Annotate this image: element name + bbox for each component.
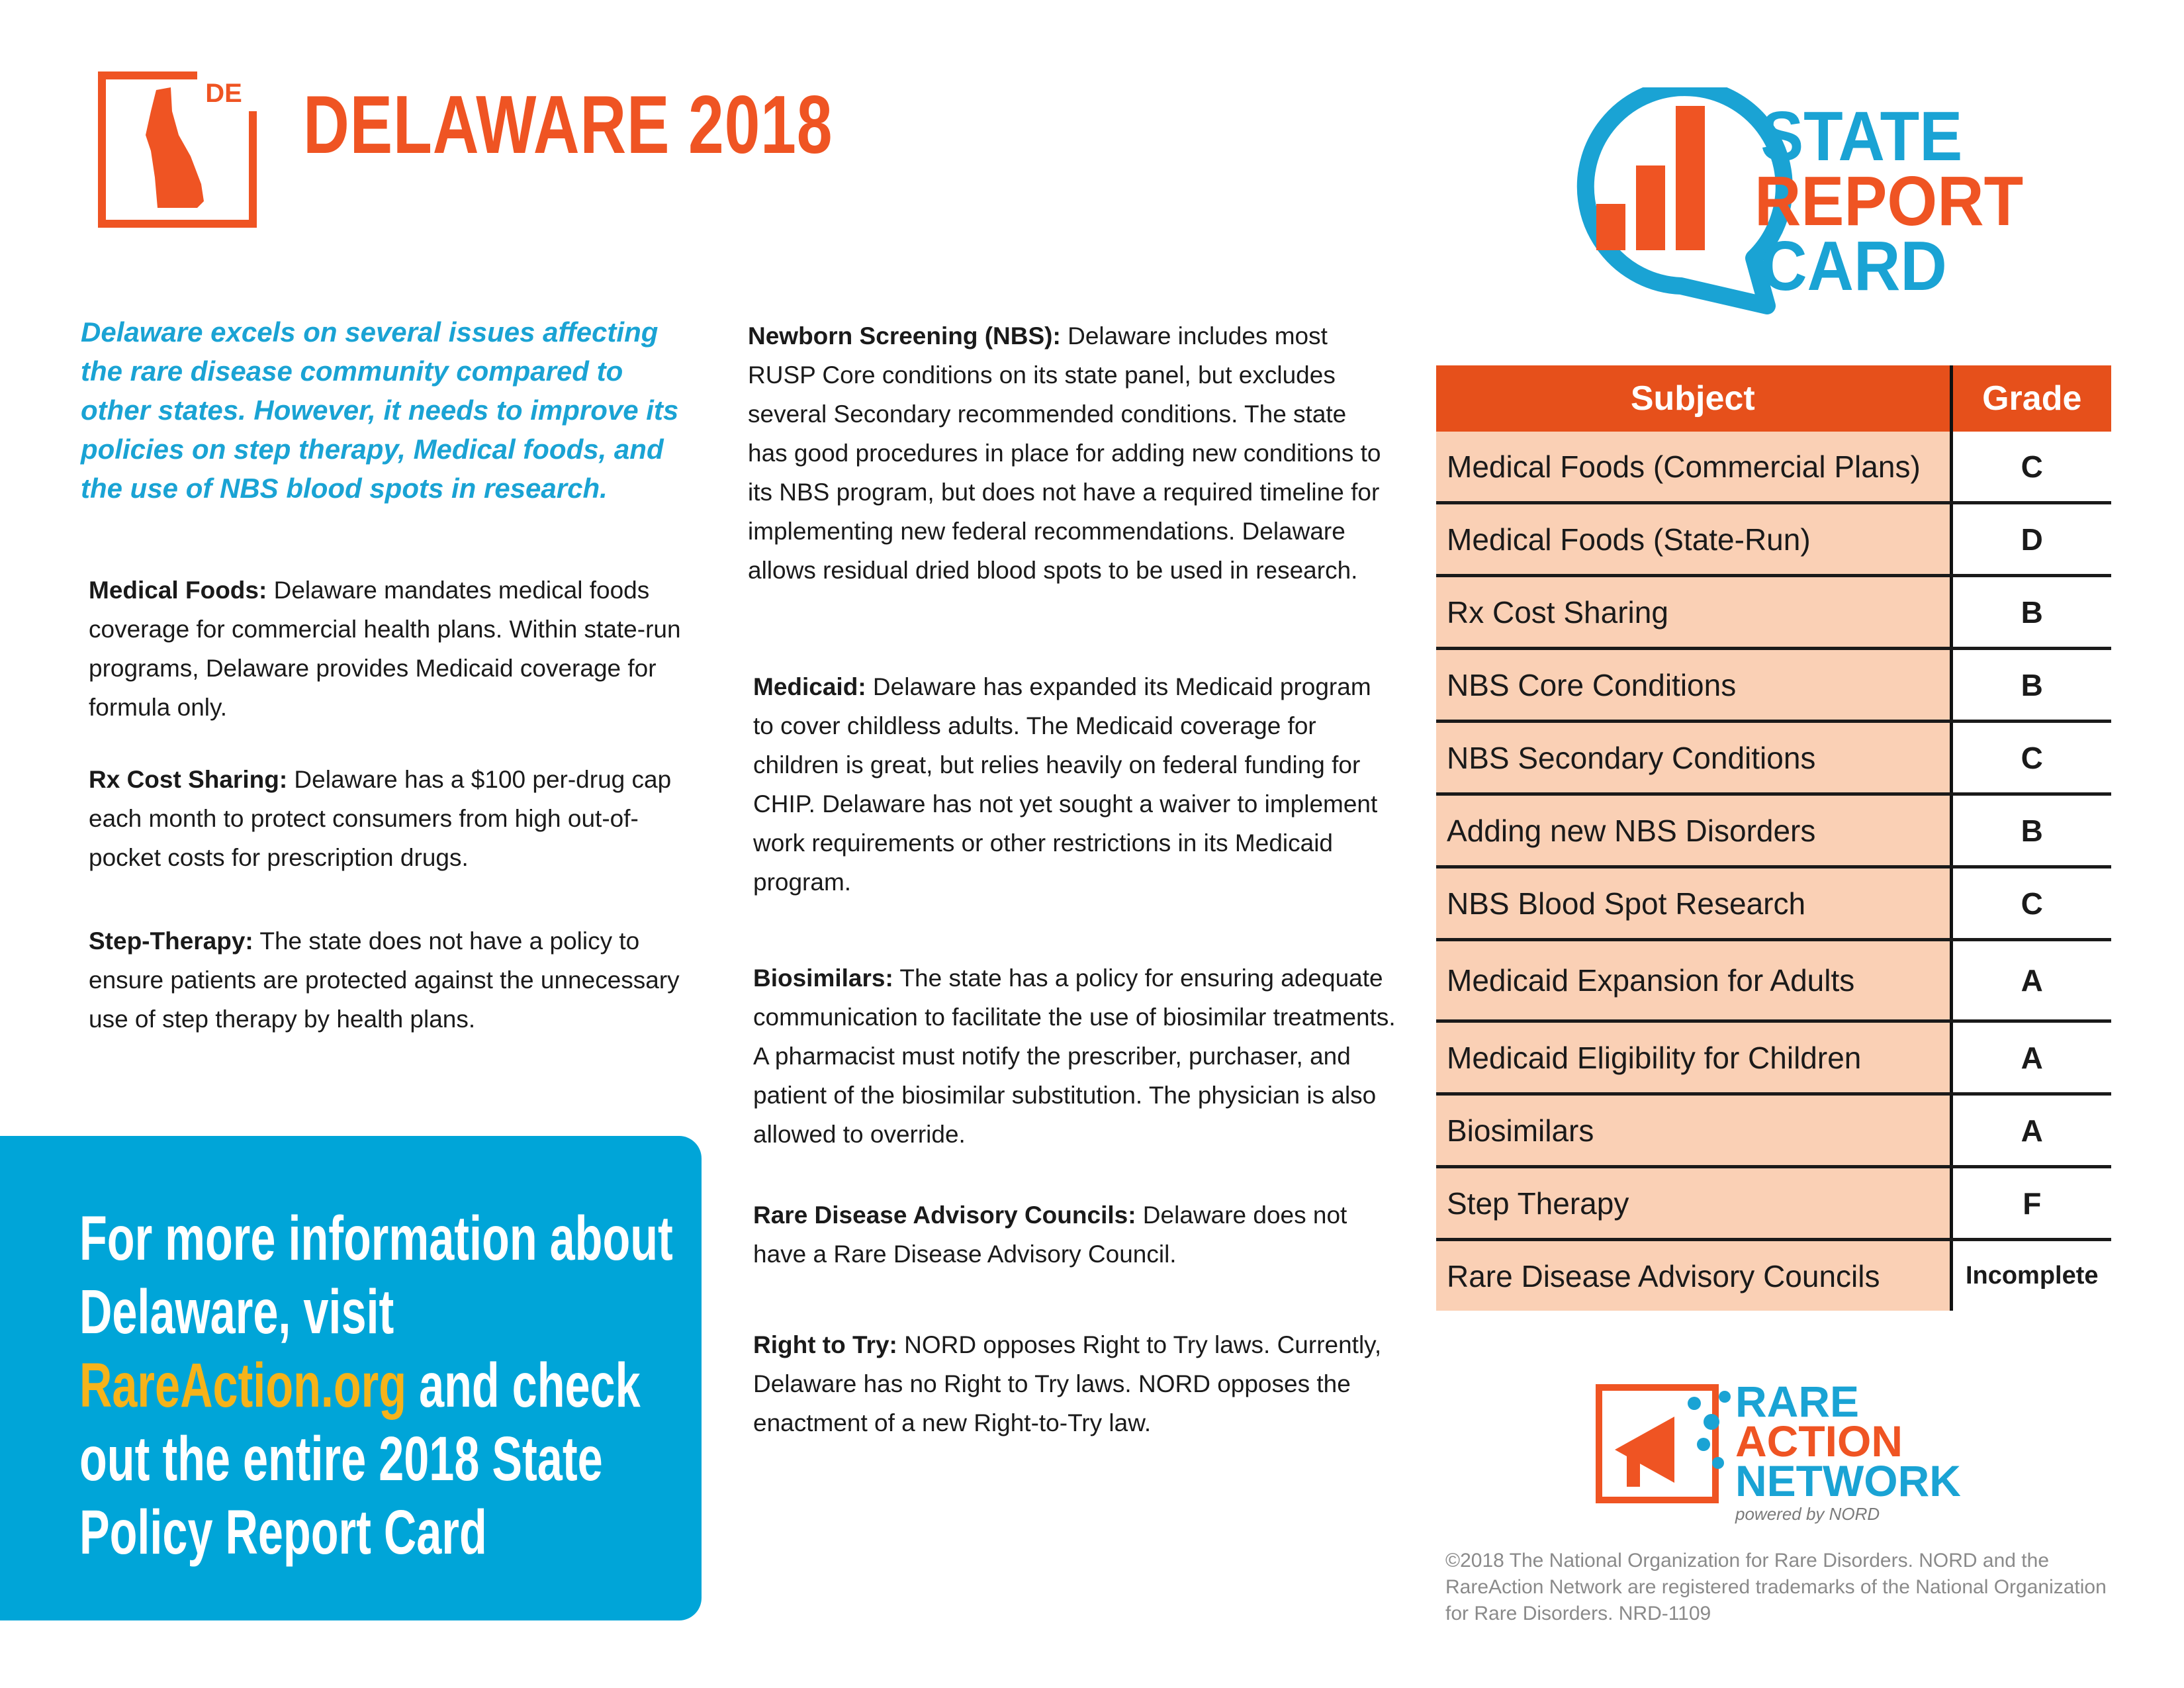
subject-cell: NBS Secondary Conditions <box>1436 722 1951 794</box>
grade-cell: D <box>1951 503 2111 576</box>
section-heading: Biosimilars: <box>753 964 893 992</box>
table-row <box>1436 649 2111 722</box>
table-row <box>1436 1094 2111 1167</box>
grade-cell: C <box>1951 432 2111 503</box>
grade-table <box>1436 365 2111 1311</box>
subject-cell: Biosimilars <box>1436 1094 1951 1167</box>
section-medicaid <box>753 667 1388 902</box>
section-heading: Right to Try: <box>753 1331 897 1358</box>
state-report-card-logo <box>1549 87 2065 326</box>
grade-cell: C <box>1951 722 2111 794</box>
section-heading: Medical Foods: <box>89 577 267 604</box>
ran-logo-line-rare: RARE <box>1735 1377 1860 1426</box>
section-heading: Medicaid: <box>753 673 866 700</box>
grade-cell: B <box>1951 794 2111 867</box>
promo-text <box>79 1202 699 1570</box>
table-header-row <box>1436 365 2111 432</box>
ran-logo-line-network: NETWORK <box>1735 1456 1961 1505</box>
section-body: Delaware has a $100 per-drug cap each month to protect consumers from high out-of-pocket costs for prescription drugs. <box>89 766 672 871</box>
subject-cell: Step Therapy <box>1436 1167 1951 1240</box>
ran-logo-tagline: powered by NORD <box>1735 1504 1880 1524</box>
section-body: The state has a policy for ensuring adequate communication to facilitate the use of biosimilar treatments. A pharmacist must notify the prescriber, purchaser, and patient of the biosimilar substitution. The physician is also allowed to override. <box>753 964 1396 1148</box>
logo-line-state: STATE <box>1760 97 1963 175</box>
section-newborn-screening <box>748 316 1390 590</box>
section-heading: Newborn Screening (NBS): <box>748 322 1061 350</box>
grade-cell: Incomplete <box>1951 1240 2111 1311</box>
table-row <box>1436 503 2111 576</box>
logo-line-report: REPORT <box>1754 162 2024 240</box>
state-abbr: DE <box>205 79 242 108</box>
table-row <box>1436 1240 2111 1311</box>
section-medical-foods <box>89 571 684 727</box>
column-header-subject: Subject <box>1436 365 1951 432</box>
logo-line-card: CARD <box>1760 226 1947 305</box>
subject-cell: Medical Foods (State-Run) <box>1436 503 1951 576</box>
table-row <box>1436 940 2111 1021</box>
table-row <box>1436 1021 2111 1094</box>
section-step-therapy <box>89 921 704 1039</box>
grade-cell: A <box>1951 1094 2111 1167</box>
section-body: The state does not have a policy to ensure patients are protected against the unnecessary use of step therapy by health plans. <box>89 927 680 1033</box>
subject-cell: Rx Cost Sharing <box>1436 576 1951 649</box>
column-header-grade: Grade <box>1951 365 2111 432</box>
grade-cell: A <box>1951 1021 2111 1094</box>
section-body: Delaware includes most RUSP Core conditions on its state panel, but excludes several Secondary recommended conditions. The state has good procedures in place for adding new conditions to its NBS program, but does not have a required timeline for implementing new federal recommendations. Delaware allows residual dried blood spots to be used in research. <box>748 322 1381 584</box>
rare-action-network-logo <box>1595 1370 2005 1526</box>
grade-cell: B <box>1951 649 2111 722</box>
grade-cell: F <box>1951 1167 2111 1240</box>
subject-cell: Medicaid Eligibility for Children <box>1436 1021 1951 1094</box>
grade-cell: A <box>1951 940 2111 1021</box>
table-row <box>1436 1167 2111 1240</box>
section-right-to-try <box>753 1325 1388 1442</box>
section-biosimilars <box>753 959 1408 1154</box>
section-heading: Rare Disease Advisory Councils: <box>753 1201 1136 1229</box>
intro-summary: Delaware excels on several issues affecting the rare disease community compared to other states. However, it needs to improve its policies on step therapy, Medical foods, and the use of NBS blood spots in research. <box>81 316 679 504</box>
subject-cell: Adding new NBS Disorders <box>1436 794 1951 867</box>
section-body: NORD opposes Right to Try laws. Currently, Delaware has no Right to Try laws. NORD opposes the enactment of a new Right-to-Try law. <box>753 1331 1382 1436</box>
table-row <box>1436 794 2111 867</box>
promo-text-after: and check out the entire 2018 State Policy Report Card <box>79 1350 641 1568</box>
section-rare-disease-councils <box>753 1196 1388 1274</box>
section-body: Delaware does not have a Rare Disease Advisory Council. <box>753 1201 1347 1268</box>
page-title: DELAWARE 2018 <box>303 79 833 171</box>
subject-cell: Rare Disease Advisory Councils <box>1436 1240 1951 1311</box>
section-heading: Rx Cost Sharing: <box>89 766 288 793</box>
rareaction-link[interactable]: RareAction.org <box>79 1350 407 1421</box>
promo-text-before: For more information about Delaware, visit <box>79 1203 673 1347</box>
subject-cell: NBS Core Conditions <box>1436 649 1951 722</box>
table-row <box>1436 432 2111 503</box>
section-rx-cost-sharing <box>89 760 704 877</box>
grade-cell: C <box>1951 867 2111 940</box>
subject-cell: Medicaid Expansion for Adults <box>1436 940 1951 1021</box>
section-body: Delaware mandates medical foods coverage for commercial health plans. Within state-run programs, Delaware provides Medicaid coverage for formula only. <box>89 577 681 721</box>
table-row <box>1436 867 2111 940</box>
grade-cell: B <box>1951 576 2111 649</box>
info-promo-box <box>0 1136 702 1620</box>
section-body: Delaware has expanded its Medicaid program to cover childless adults. The Medicaid coverage for children is great, but relies heavily on federal funding for CHIP. Delaware has not yet sought a waiver to implement work requirements or other restrictions in its Medicaid program. <box>753 673 1378 896</box>
ran-logo-line-action: ACTION <box>1735 1417 1903 1466</box>
megaphone-icon <box>1615 1417 1674 1483</box>
table-row <box>1436 576 2111 649</box>
state-outline-icon <box>98 71 257 228</box>
copyright-notice: ©2018 The National Organization for Rare Disorders. NORD and the RareAction Network are registered trademarks of the National Organization for Rare Disorders. NRD-1109 <box>1445 1550 2107 1624</box>
section-heading: Step-Therapy: <box>89 927 253 955</box>
table-row <box>1436 722 2111 794</box>
subject-cell: Medical Foods (Commercial Plans) <box>1436 432 1951 503</box>
subject-cell: NBS Blood Spot Research <box>1436 867 1951 940</box>
